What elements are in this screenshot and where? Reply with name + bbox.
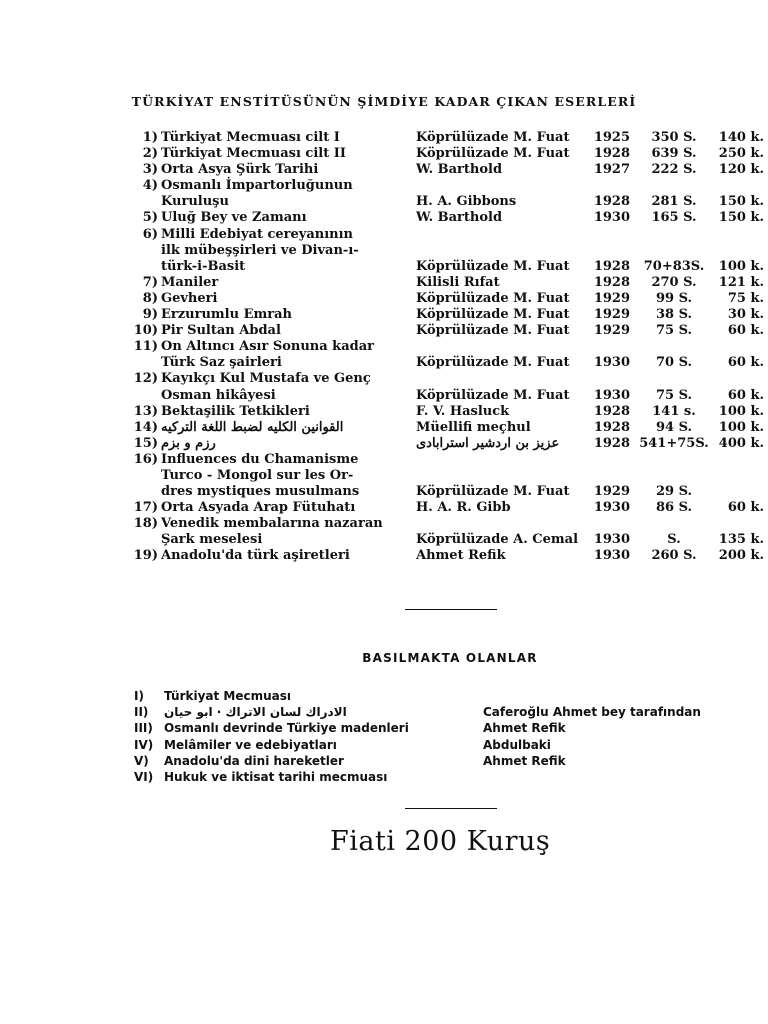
publication-author: Köprülüzade M. Fuat <box>416 323 570 339</box>
publication-title: dres mystiques musulmans <box>161 484 360 500</box>
publication-author: W. Barthold <box>416 210 503 226</box>
publication-title: Influences du Chamanisme <box>161 451 359 467</box>
publication-title: Maniler <box>161 274 219 290</box>
publication-number: 16) <box>133 451 158 467</box>
publication-price: 250 k. <box>718 146 764 162</box>
publication-author: Köprülüzade M. Fuat <box>416 258 570 274</box>
in-press-number: III) <box>134 721 153 736</box>
publication-price: 60 k. <box>727 323 764 339</box>
publication-number: 11) <box>133 339 158 355</box>
publication-title: Kayıkçı Kul Mustafa ve Genç <box>161 371 371 387</box>
publication-pages: 141 s. <box>652 403 696 419</box>
publication-title: Turco - Mongol sur les Or- <box>161 467 354 483</box>
publication-pages: 99 S. <box>655 290 693 306</box>
publication-price: 200 k. <box>718 548 764 564</box>
in-press-row <box>0 737 768 753</box>
publication-number: 15) <box>133 435 158 451</box>
in-press-title-text: Türkiyat Mecmuası <box>164 689 292 703</box>
publication-pages: 38 S. <box>655 307 693 323</box>
publication-row <box>0 178 768 194</box>
publication-row <box>0 388 768 404</box>
publication-year: 1928 <box>593 194 630 210</box>
publication-title: Pir Sultan Abdal <box>161 323 281 339</box>
publication-number: 6) <box>142 226 158 242</box>
publication-number: 2) <box>142 146 158 162</box>
publication-year: 1930 <box>593 532 630 548</box>
publication-price: 75 k. <box>727 290 764 306</box>
publication-row <box>0 210 768 226</box>
publication-title: türk-i-Basit <box>161 258 246 274</box>
publication-number: 5) <box>142 210 158 226</box>
publication-number: 8) <box>142 290 158 306</box>
publication-price: 140 k. <box>718 130 764 145</box>
publication-title: القوانين الكليه لضبط اللغة التركيه <box>161 419 344 435</box>
publication-row <box>0 243 768 259</box>
publication-title: Orta Asyada Arap Fütuhatı <box>161 500 356 516</box>
publication-pages: S. <box>667 532 681 548</box>
publication-year: 1928 <box>593 435 630 451</box>
in-press-author: Ahmet Refik <box>483 721 566 736</box>
in-press-number: II) <box>134 705 149 720</box>
in-press-number: VI) <box>134 769 154 784</box>
publication-price: 121 k. <box>718 274 764 290</box>
publication-title: Türk Saz şairleri <box>161 355 282 371</box>
publication-author: Ahmet Refik <box>416 548 506 564</box>
publication-row <box>0 259 768 275</box>
publication-row <box>0 130 768 146</box>
publication-year: 1929 <box>593 484 630 500</box>
publication-author: H. A. R. Gibb <box>416 500 511 516</box>
publication-price: 400 k. <box>718 435 764 451</box>
publication-row <box>0 516 768 532</box>
publication-row <box>0 404 768 420</box>
publication-author: عزيز بن اردشير استرابادى <box>416 435 560 451</box>
publication-pages: 70 S. <box>655 355 693 371</box>
publication-year: 1928 <box>593 258 630 274</box>
publication-pages: 94 S. <box>655 419 693 435</box>
in-press-title-text: Hukuk ve iktisat tarihi mecmuası <box>164 769 388 784</box>
publication-title: Gevheri <box>161 290 218 306</box>
publication-pages: 70+83S. <box>643 258 705 274</box>
publication-number: 9) <box>142 307 158 323</box>
publication-author: Köprülüzade M. Fuat <box>416 307 570 323</box>
publication-row <box>0 275 768 291</box>
in-press-title-text: الادراك لسان الاتراك · ابو حيان <box>164 705 347 720</box>
publication-year: 1930 <box>593 210 630 226</box>
publication-year: 1929 <box>593 290 630 306</box>
publication-list <box>0 130 768 565</box>
publication-pages: 86 S. <box>655 500 693 516</box>
publication-number: 4) <box>142 178 158 194</box>
publication-row <box>0 194 768 210</box>
in-press-row <box>0 769 768 785</box>
publication-year: 1928 <box>593 403 630 419</box>
publication-number: 17) <box>133 500 158 516</box>
publication-author: Köprülüzade M. Fuat <box>416 146 570 162</box>
in-press-number: IV) <box>134 737 154 752</box>
publication-year: 1929 <box>593 323 630 339</box>
publication-pages: 75 S. <box>655 323 693 339</box>
publication-pages: 75 S. <box>655 387 693 403</box>
publication-number: 12) <box>133 371 158 387</box>
in-press-author: Ahmet Refik <box>483 753 566 768</box>
publication-number: 14) <box>133 419 158 435</box>
publication-title: Osmanlı İmpartorluğunun <box>161 178 353 194</box>
in-press-number: V) <box>134 753 149 768</box>
publication-pages: 639 S. <box>651 146 697 162</box>
publication-year: 1930 <box>593 355 630 371</box>
publication-row <box>0 323 768 339</box>
publication-title: Anadolu'da türk aşiretleri <box>161 548 350 564</box>
divider-rule <box>405 808 497 809</box>
in-press-title-text: Melâmiler ve edebiyatları <box>164 737 337 752</box>
publication-row <box>0 436 768 452</box>
publication-number: 18) <box>133 516 158 532</box>
in-press-author: Abdulbaki <box>483 737 551 752</box>
publication-row <box>0 162 768 178</box>
publication-title: Osman hikâyesi <box>161 387 276 403</box>
publication-number: 19) <box>133 548 158 564</box>
in-press-title: BASILMAKTA OLANLAR <box>362 651 538 665</box>
publication-price: 120 k. <box>718 162 764 178</box>
in-press-row <box>0 720 768 736</box>
publication-pages: 260 S. <box>651 548 697 564</box>
publication-pages: 281 S. <box>651 194 697 210</box>
publication-row <box>0 291 768 307</box>
publication-row <box>0 484 768 500</box>
publication-year: 1929 <box>593 307 630 323</box>
publication-title: رزم و بزم <box>161 435 216 451</box>
publication-price: 135 k. <box>718 532 764 548</box>
publication-author: Köprülüzade M. Fuat <box>416 130 570 145</box>
publication-title: Kuruluşu <box>161 194 229 210</box>
publication-price: 100 k. <box>718 419 764 435</box>
in-press-row <box>0 753 768 769</box>
publication-title: ilk mübeşşirleri ve Divan-ı- <box>161 242 359 258</box>
publication-title: Orta Asya Şürk Tarihi <box>161 162 319 178</box>
publication-author: Müellifi meçhul <box>416 419 531 435</box>
publication-author: Köprülüzade M. Fuat <box>416 387 570 403</box>
publication-row <box>0 420 768 436</box>
publication-price: 100 k. <box>718 403 764 419</box>
publication-author: Köprülüzade M. Fuat <box>416 484 570 500</box>
publication-row <box>0 371 768 387</box>
publication-number: 7) <box>142 274 158 290</box>
publication-pages: 541+75S. <box>639 435 709 451</box>
publication-year: 1925 <box>593 130 630 145</box>
publication-author: Köprülüzade M. Fuat <box>416 355 570 371</box>
publication-price: 60 k. <box>727 387 764 403</box>
publication-author: Kilisli Rıfat <box>416 274 500 290</box>
publication-title: Türkiyat Mecmuası cilt I <box>161 130 340 145</box>
publication-title: Şark meselesi <box>161 532 263 548</box>
publication-title: Venedik membalarına nazaran <box>161 516 383 532</box>
in-press-title-text: Anadolu'da dini hareketler <box>164 753 344 768</box>
publication-row <box>0 227 768 243</box>
publication-row <box>0 307 768 323</box>
publication-year: 1930 <box>593 387 630 403</box>
publication-pages: 270 S. <box>651 274 697 290</box>
publication-price: 60 k. <box>727 355 764 371</box>
publication-pages: 165 S. <box>651 210 697 226</box>
in-press-author: Caferoğlu Ahmet bey tarafından <box>483 705 701 720</box>
publication-author: W. Barthold <box>416 162 503 178</box>
publication-author: F. V. Hasluck <box>416 403 510 419</box>
publication-year: 1930 <box>593 548 630 564</box>
publication-pages: 29 S. <box>655 484 693 500</box>
publication-number: 3) <box>142 162 158 178</box>
in-press-list <box>0 688 768 785</box>
page-title: TÜRKİYAT ENSTİTÜSÜNÜN ŞİMDİYE KADAR ÇIKAN ESERLERİ <box>131 94 637 109</box>
publication-year: 1930 <box>593 500 630 516</box>
publication-title: Bektaşilik Tetkikleri <box>161 403 310 419</box>
publication-row <box>0 452 768 468</box>
publication-row <box>0 500 768 516</box>
publication-row <box>0 532 768 548</box>
publication-number: 10) <box>133 323 158 339</box>
divider-rule <box>405 609 497 610</box>
publication-year: 1928 <box>593 419 630 435</box>
publication-author: Köprülüzade M. Fuat <box>416 290 570 306</box>
publication-title: Erzurumlu Emrah <box>161 307 292 323</box>
publication-title: Türkiyat Mecmuası cilt II <box>161 146 346 162</box>
in-press-title-text: Osmanlı devrinde Türkiye madenleri <box>164 721 409 736</box>
publication-price: 150 k. <box>718 194 764 210</box>
publication-author: H. A. Gibbons <box>416 194 517 210</box>
publication-price: 100 k. <box>718 258 764 274</box>
publication-number: 13) <box>133 403 158 419</box>
publication-price: 30 k. <box>727 307 764 323</box>
price-line: Fiati 200 Kuruş <box>330 826 551 857</box>
publication-row <box>0 339 768 355</box>
publication-author: Köprülüzade A. Cemal <box>416 532 579 548</box>
publication-year: 1928 <box>593 146 630 162</box>
publication-pages: 222 S. <box>651 162 697 178</box>
in-press-row <box>0 704 768 720</box>
in-press-number: I) <box>134 689 144 703</box>
in-press-row <box>0 688 768 704</box>
publication-row <box>0 468 768 484</box>
publication-year: 1927 <box>593 162 630 178</box>
publication-year: 1928 <box>593 274 630 290</box>
publication-price: 60 k. <box>727 500 764 516</box>
publication-pages: 350 S. <box>651 130 697 145</box>
publication-title: Uluğ Bey ve Zamanı <box>161 210 307 226</box>
publication-price: 150 k. <box>718 210 764 226</box>
publication-number: 1) <box>142 130 158 145</box>
publication-title: On Altıncı Asır Sonuna kadar <box>161 339 374 355</box>
publication-row <box>0 146 768 162</box>
publication-title: Milli Edebiyat cereyanının <box>161 226 353 242</box>
publication-row <box>0 355 768 371</box>
publication-row <box>0 548 768 564</box>
